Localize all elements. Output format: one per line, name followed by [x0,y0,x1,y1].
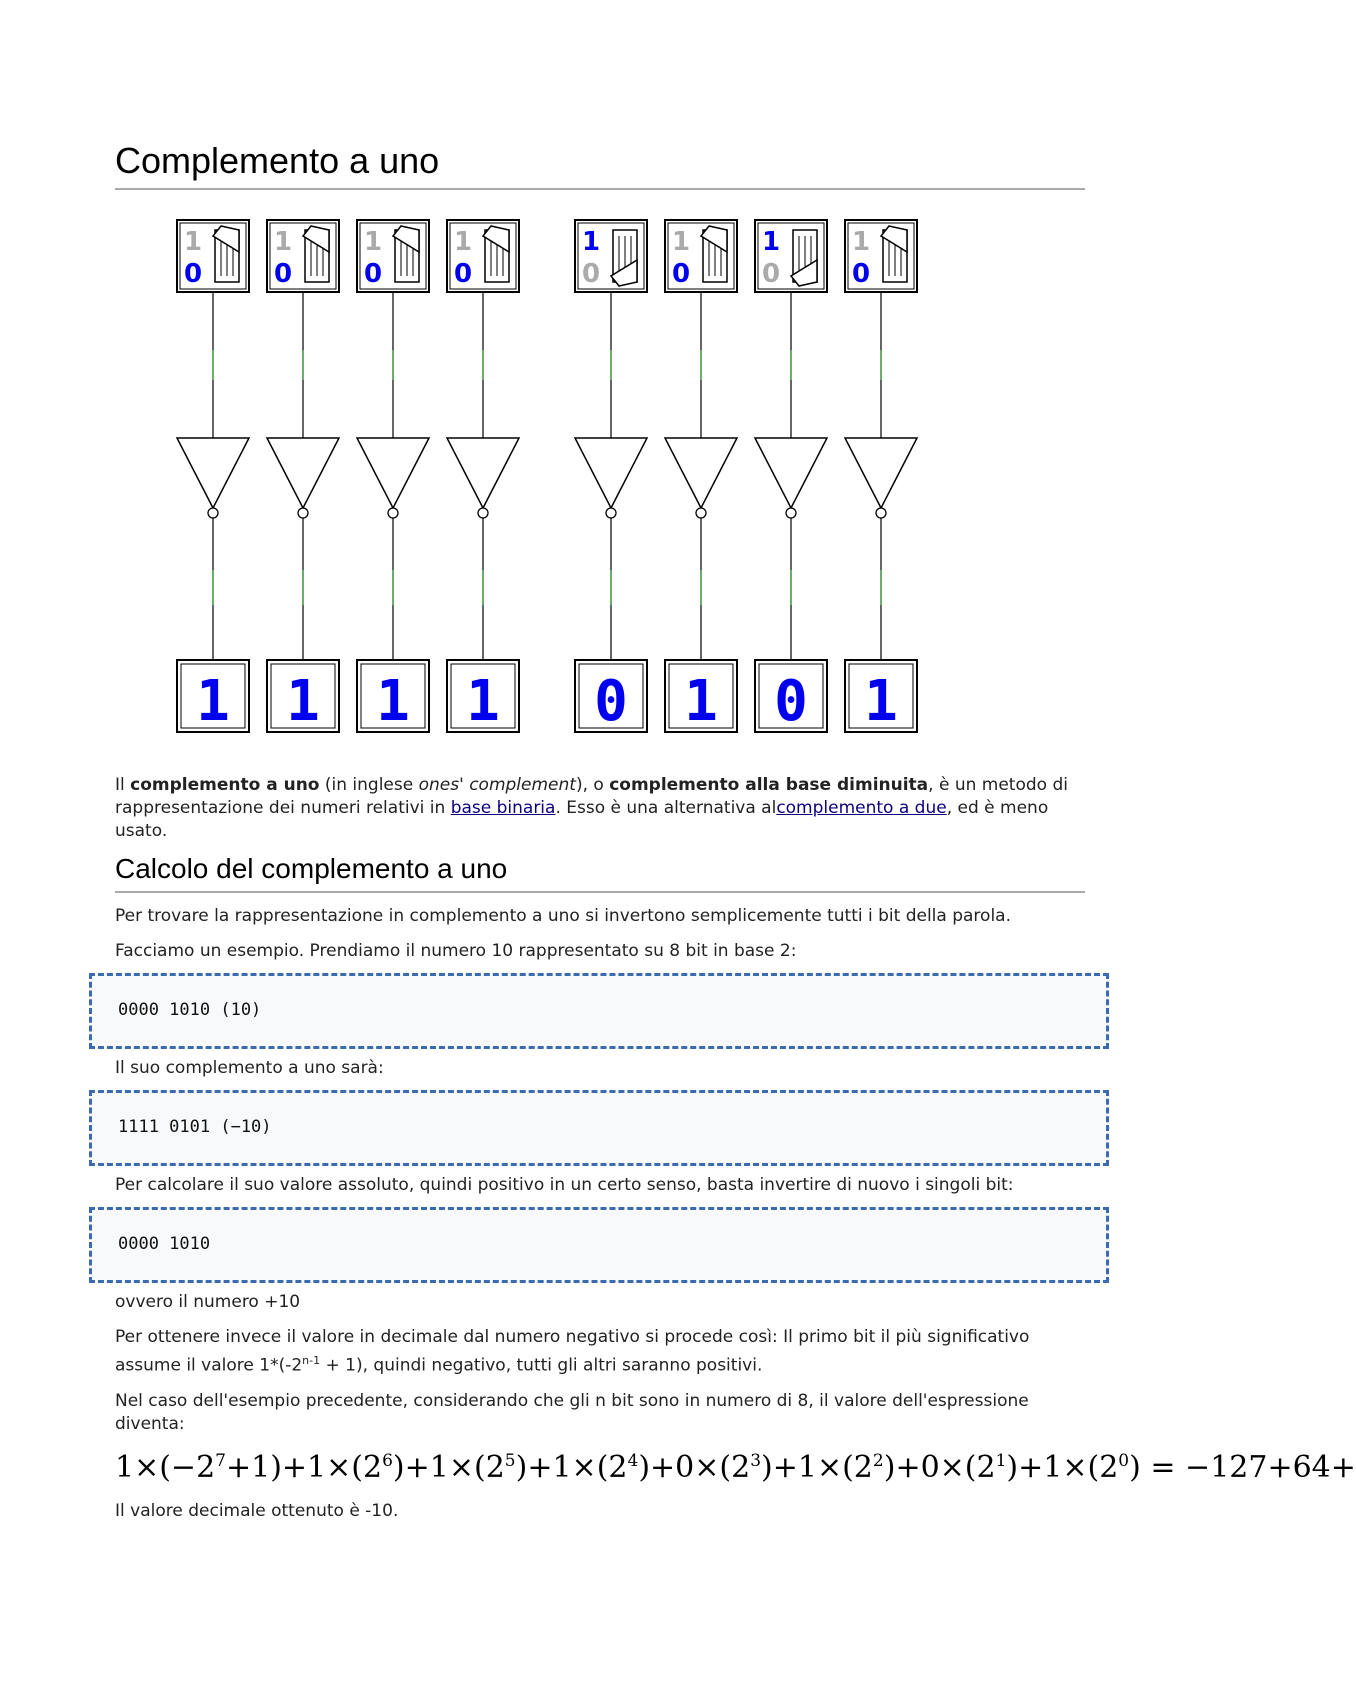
switch-label-zero: 0 [671,259,691,289]
switch-label-one: 1 [453,227,473,257]
switch-label-one: 1 [273,227,293,257]
not-gate-bubble [696,508,706,518]
formula-exponent: 3 [750,1450,762,1471]
formula-exponent: 4 [627,1450,639,1471]
paragraph-conclusion: Il valore decimale ottenuto è -10. [115,1500,399,1521]
formula-exponent: 6 [382,1450,393,1471]
output-digit: 1 [466,669,500,734]
link-complemento-a-due[interactable]: complemento a due [776,798,947,818]
formula-term: $+0\times(2^3)$ [650,1449,773,1485]
not-gate-bubble [876,508,886,518]
paragraph-decimal-method: Per ottenere invece il valore in decimale dal numero negativo si procede così: Il primo bit il più significativo assume il valore $1*(-2^{n-1} + 1)$, quindi negativo, tutti gli altri saranno positivi. [115,1327,1030,1376]
term-complemento-a-uno: complemento a uno [130,775,320,795]
not-gate [665,438,737,508]
formula-exponent: 2 [872,1450,884,1471]
switch-label-one: 1 [671,227,691,257]
not-gate [845,438,917,508]
switch-label-zero: 0 [581,259,601,289]
not-gate-bubble [478,508,488,518]
formula-term: $+1\times(2^6)$ [281,1449,405,1485]
output-digit: 1 [286,669,320,734]
switch-label-zero: 0 [761,259,781,289]
switch-label-one: 1 [581,227,601,257]
output-digit: 1 [376,669,410,734]
not-gate [447,438,519,508]
switch-label-one: 1 [851,227,871,257]
not-gate [267,438,339,508]
not-gate-bubble [388,508,398,518]
formula-term: $+1\times(2^4)$ [527,1449,651,1485]
switch-label-zero: 0 [183,259,203,289]
paragraph-example: Facciamo un esempio. Prendiamo il numero 10 rappresentato su 8 bit in base 2: [115,941,797,961]
formula-exponent: 0 [1118,1450,1130,1471]
link-base-binaria[interactable]: base binaria [450,798,556,818]
term-base-diminuita: complemento alla base diminuita [609,775,929,795]
output-digit: 1 [684,669,718,734]
intro-paragraph: Il complemento a uno (in inglese ones' complement), o complemento alla base diminuita, è un metodo di rappresentazione dei numeri relativi in base binaria. Esso è una alternativa alcomplemento a due, ed è meno usato. [115,775,1068,841]
formula-exponent: 5 [504,1450,516,1471]
article [115,140,1356,1523]
formula-term: $+0\times(2^1)$ [895,1449,1019,1485]
formula-exponent: 7 [215,1450,226,1471]
formula-term: $+1\times(2^0)$ [1018,1449,1141,1485]
term-ones-complement: ones' complement [418,775,576,795]
paragraph-complement: Il suo complemento a uno sarà: [115,1058,384,1078]
switch-label-one: 1 [183,227,203,257]
switch-label-one: 1 [761,227,781,257]
output-digit: 0 [774,669,808,734]
not-gate-bubble [606,508,616,518]
switch-label-one: 1 [363,227,383,257]
switch-label-zero: 0 [273,259,293,289]
output-digit: 1 [864,669,898,734]
not-gate [755,438,827,508]
switch-label-zero: 0 [363,259,383,289]
formula-exponent: 1 [995,1450,1007,1471]
not-gate-circuit-diagram [145,220,925,740]
page-title: Complemento a uno [115,140,1085,190]
code-block-inverted: 0000 1010 [89,1207,1109,1283]
formula-term: $+1\times(2^5)$ [404,1449,528,1485]
not-gate [357,438,429,508]
not-gate [177,438,249,508]
formula-expression [115,1449,1356,1494]
output-digit: 1 [196,669,230,734]
formula-term: $+1\times(2^2)$ [772,1449,896,1485]
code-block-negative: 1111 0101 (−10) [89,1090,1109,1166]
formula-result: = −127+64+ [1140,1449,1356,1485]
section-title: Calcolo del complemento a uno [115,853,1085,893]
not-gate-bubble [208,508,218,518]
not-gate-bubble [298,508,308,518]
formula-term: $1\times(-2^7+1)$ [115,1449,282,1485]
code-block-positive: 0000 1010 (10) [89,973,1109,1049]
switch-label-zero: 0 [453,259,473,289]
not-gate [575,438,647,508]
paragraph-example-expression: Nel caso dell'esempio precedente, considerando che gli n bit sono in numero di 8, il valore dell'espressione diventa: [115,1390,1029,1434]
output-digit: 0 [594,669,628,734]
paragraph-result-plus10: ovvero il numero +10 [115,1292,301,1312]
paragraph-absolute-value: Per calcolare il suo valore assoluto, quindi positivo in un certo senso, basta invertire di nuovo i singoli bit: [115,1175,1014,1195]
not-gate-bubble [786,508,796,518]
switch-label-zero: 0 [851,259,871,289]
circuit-figure [115,202,1085,762]
paragraph-invert-bits: Per trovare la rappresentazione in complemento a uno si invertono semplicemente tutti i bit della parola. [115,906,1011,926]
